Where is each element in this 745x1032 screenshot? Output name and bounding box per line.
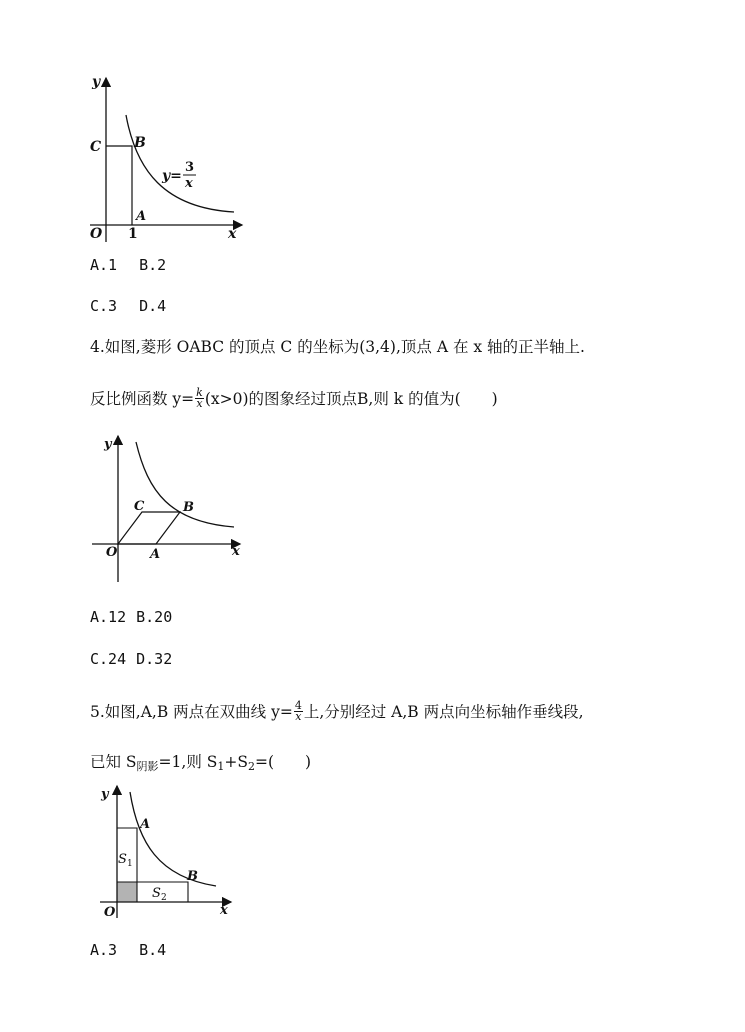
label-a: A: [136, 209, 147, 224]
label-origin: O: [90, 226, 103, 242]
label-a: A: [150, 547, 161, 562]
label-s1-sub: 1: [127, 859, 133, 869]
option-c[interactable]: C.24: [90, 650, 127, 668]
rhombus-oabc: [118, 512, 180, 544]
option-b[interactable]: B.2: [139, 256, 167, 274]
q4-line2: 反比例函数 y= $\frac{k}{x}$ (x>0)的图象经过顶点B,则 k 的值为( ): [90, 385, 498, 410]
label-origin: O: [106, 545, 118, 560]
option-a[interactable]: A.1: [90, 256, 118, 274]
q3-options-row2: [90, 296, 166, 316]
label-s2: S: [152, 886, 161, 901]
option-d[interactable]: D.4: [139, 297, 167, 315]
tick-1: 1: [128, 226, 138, 242]
q5-options-row1: [90, 940, 166, 960]
label-b: B: [183, 500, 194, 515]
q4-line1: 4.如图,菱形 OABC 的顶点 C 的坐标为(3,4),顶点 A 在 x 轴的正半轴上.: [90, 338, 585, 356]
label-x: x: [220, 903, 228, 918]
q5-line2: 已知 $S_{阴影}=1$,则 $S_1+S_2=$( ): [90, 753, 312, 773]
fraction-k-over-x: $\frac{k}{x}$: [196, 385, 203, 410]
option-a[interactable]: A.3: [90, 941, 118, 959]
option-d[interactable]: D.32: [136, 650, 173, 668]
equation-den: x: [185, 176, 193, 191]
label-y: y: [92, 74, 101, 90]
q5-line1: 5.如图,A,B 两点在双曲线 y= $\frac{4}{x}$ 上,分别经过 A,B 两点向坐标轴作垂线段,: [90, 698, 584, 723]
q4-options-row1: [90, 607, 172, 627]
option-b[interactable]: B.20: [136, 608, 173, 626]
equation-lhs: y=: [162, 168, 182, 184]
label-a: A: [140, 817, 151, 832]
label-s1: S: [118, 852, 127, 867]
shaded-region: [117, 882, 137, 902]
label-y: y: [104, 437, 112, 452]
fraction-4-over-x: $\frac{4}{x}$: [294, 698, 302, 723]
q4-options-row2: [90, 649, 172, 669]
label-s2-sub: 2: [161, 893, 167, 903]
label-b: B: [187, 869, 198, 884]
label-y: y: [101, 787, 109, 802]
figure-q5: [88, 782, 238, 922]
label-b: B: [134, 135, 146, 151]
label-c: C: [90, 139, 102, 155]
q3-options-row1: [90, 255, 166, 275]
equation-num: 3: [185, 160, 195, 175]
figure-q4: [90, 432, 250, 587]
label-origin: O: [104, 905, 116, 920]
rectangle-oabc: [106, 146, 132, 225]
figure-q3: [84, 70, 254, 245]
label-x: x: [228, 226, 237, 242]
option-c[interactable]: C.3: [90, 297, 118, 315]
hyperbola-curve: [130, 792, 216, 886]
hyperbola-curve: [126, 115, 234, 212]
label-c: C: [134, 499, 145, 514]
option-a[interactable]: A.12: [90, 608, 127, 626]
label-x: x: [232, 544, 240, 559]
option-b[interactable]: B.4: [139, 941, 167, 959]
